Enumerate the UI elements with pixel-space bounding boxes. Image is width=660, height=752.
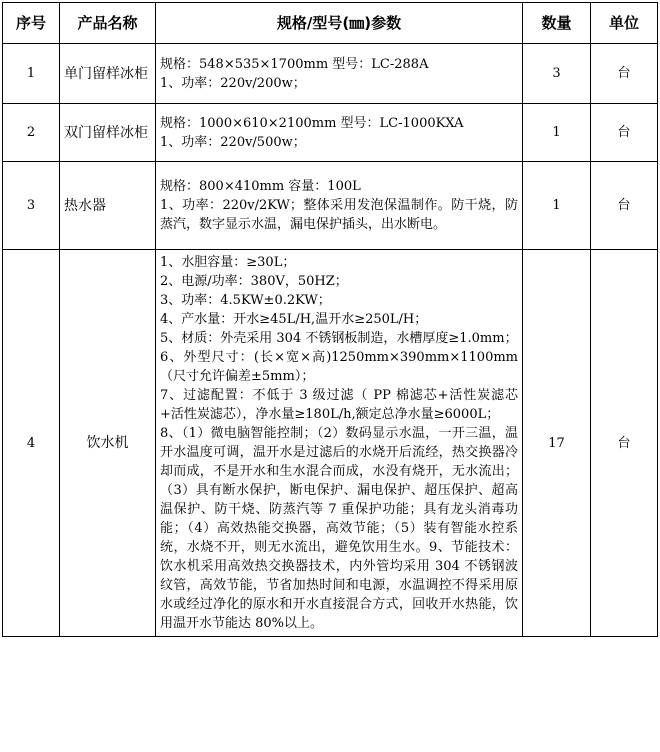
table-row bbox=[3, 250, 658, 637]
row-unit: 台 bbox=[591, 162, 658, 250]
spec-line: 规格：548×535×1700mm 型号：LC-288A bbox=[160, 56, 429, 72]
row-quantity: 1 bbox=[523, 162, 591, 250]
row-spec bbox=[156, 104, 523, 162]
spec-line: 1、功率：220v/200w； bbox=[160, 75, 306, 91]
row-quantity: 3 bbox=[523, 44, 591, 104]
row-quantity: 17 bbox=[523, 250, 591, 637]
row-product-name: 双门留样冰柜 bbox=[60, 104, 156, 162]
table-row bbox=[3, 104, 658, 162]
spec-line: 4、产水量：开水≥45L/H,温开水≥250L/H； bbox=[160, 312, 428, 327]
row-unit: 台 bbox=[591, 250, 658, 637]
header-spec: 规格/型号(㎜)参数 bbox=[156, 3, 523, 44]
spec-line: 1、功率：220v/2KW；整体采用发泡保温制作。防干烧，防蒸汽，数字显示水温，漏电保护插头，出水断电。 bbox=[160, 198, 518, 232]
row-product-name: 热水器 bbox=[60, 162, 156, 250]
spec-line: 7、过滤配置：不低于 3 级过滤（ PP 棉滤芯+活性炭滤芯+活性炭滤芯），净水量≥180L/h,额定总净水量≥6000L； bbox=[160, 388, 518, 422]
spec-line: 规格：1000×610×2100mm 型号：LC-1000KXA bbox=[160, 115, 464, 131]
row-index: 4 bbox=[3, 250, 60, 637]
product-spec-table bbox=[2, 2, 658, 637]
header-row bbox=[3, 3, 658, 44]
row-quantity: 1 bbox=[523, 104, 591, 162]
row-index: 1 bbox=[3, 44, 60, 104]
table-row bbox=[3, 44, 658, 104]
spec-line: 1、功率：220v/500w； bbox=[160, 134, 306, 150]
spec-line: 1、水胆容量：≥30L； bbox=[160, 255, 296, 270]
spec-line: 2、电源/功率：380V，50HZ； bbox=[160, 274, 348, 289]
header-index: 序号 bbox=[3, 3, 60, 44]
row-index: 2 bbox=[3, 104, 60, 162]
row-product-name: 单门留样冰柜 bbox=[60, 44, 156, 104]
row-unit: 台 bbox=[591, 44, 658, 104]
spec-line: 5、材质：外壳采用 304 不锈钢板制造，水槽厚度≥1.0mm； bbox=[160, 331, 518, 346]
row-index: 3 bbox=[3, 162, 60, 250]
spec-line: 6、外型尺寸：(长×宽×高)1250mm×390mm×1100mm（尺寸允许偏差±5mm）； bbox=[160, 350, 518, 384]
header-product-name: 产品名称 bbox=[60, 3, 156, 44]
table-row bbox=[3, 162, 658, 250]
spec-line: 8、（1）微电脑智能控制；（2）数码显示水温，一开三温，温开水温度可调，温开水是过滤后的水烧开后流经，热交换器冷却而成，不是开水和生水混合而成，水没有烧开，无水流出；（3）具有断水保护，断电保护、漏电保护、超压保护、超高温保护、防干烧、防蒸汽等 7 重保护功能；具有龙头消毒功能；（4）高效热能交换器，高效节能；（5）装有智能水控系统，水烧不开，则无水流出，避免饮用生水。9、节能技术：饮水机采用高效热交换器技术，内外管均采用 304 不锈钢波纹管，高效节能，节省加热时间和电源，水温调控不得采用原水或经过净化的原水和开水直接混合方式，回收开水热能，饮用温开水节能达 80%以上。 bbox=[160, 426, 518, 631]
row-unit: 台 bbox=[591, 104, 658, 162]
header-unit: 单位 bbox=[591, 3, 658, 44]
row-spec bbox=[156, 250, 523, 637]
row-product-name: 饮水机 bbox=[60, 250, 156, 637]
spec-line: 规格：800×410mm 容量：100L bbox=[160, 179, 361, 194]
spec-line: 3、功率：4.5KW±0.2KW； bbox=[160, 293, 331, 308]
row-spec bbox=[156, 44, 523, 104]
row-spec bbox=[156, 162, 523, 250]
header-quantity: 数量 bbox=[523, 3, 591, 44]
